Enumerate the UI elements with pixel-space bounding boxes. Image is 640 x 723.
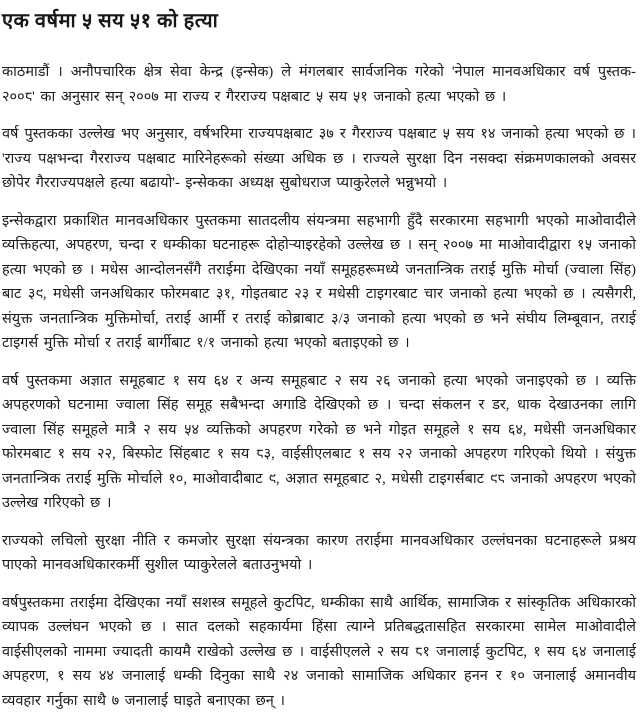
article-paragraph: वर्ष पुस्तकका उल्लेख भए अनुसार, वर्षभरिमा राज्यपक्षबाट ३७ र गैरराज्य पक्षबाट ५ सय १४ जनाको हत्या भएको छ । 'राज्य पक्षभन्दा गैरराज्य पक्षबाट मारिनेहरूको संख्या अधिक छ । राज्यले सुरक्षा दिन नसक्दा संक्रमणकालको अवसर छोपेर गैरराज्यपक्षले हत्या बढायो'- इन्सेकका अध्यक्ष सुबोधराज प्याकुरेलले भन्नुभयो ।: [2, 126, 636, 191]
article-paragraph: राज्यको लचिलो सुरक्षा नीति र कमजोर सुरक्षा संयन्त्रका कारण तराईमा मानवअधिकार उल्लंघनका घटनाहरूले प्रश्रय पाएको मानवअधिकारकर्मी सुशील प्याकुरेलले बताउनुभयो ।: [2, 532, 636, 573]
article-paragraph: वर्ष पुस्तकमा अज्ञात समूहबाट १ सय ६४ र अन्य समूहबाट २ सय २६ जनाको हत्या भएको जनाइएको छ । व्यक्ति अपहरणको घटनामा ज्वाला सिंह समूह सबैभन्दा अगाडि देखिएको छ । चन्दा संकलन र डर, धाक देखाउनका लागि ज्वाला सिंह समूहले मात्रै २ सय ५४ व्यक्तिको अपहरण गरेको छ भने गोइत समूहले १ सय ६४, मधेसी जनअधिकार फोरमबाट १ सय २२, बिस्फोट सिंहबाट १ सय ८३, वाईसीएलबाट १ सय २२ जनाको अपहरण गरिएको थियो । संयुक्त जनतान्त्रिक तराई मुक्ति मोर्चाले १०, माओवादीबाट ९, अज्ञात समूहबाट २, मधेसी टाइगर्सबाट ९८ जनाको अपहरण भएको उल्लेख गरिएको छ ।: [2, 372, 636, 511]
article-paragraph-dateline: काठमाडौं । अनौपचारिक क्षेत्र सेवा केन्द्र (इन्सेक) ले मंगलबार सार्वजनिक गरेको 'नेपाल मानवअधिकार वर्ष पुस्तक- २००८' का अनुसार सन् २००७ मा राज्य र गैरराज्य पक्षबाट ५ सय ५१ जनाको हत्या भएको छ ।: [2, 64, 636, 105]
article-paragraph: इन्सेकद्वारा प्रकाशित मानवअधिकार पुस्तकमा सातदलीय संयन्त्रमा सहभागी हुँदै सरकारमा सहभागी भएको माओवादीले व्यक्तिहत्या, अपहरण, चन्दा र धम्कीका घटनाहरू दोहोर्‍याइरहेको उल्लेख छ । सन् २००७ मा माओवादीद्वारा १५ जनाको हत्या भएको छ । मधेस आन्दोलनसँगै तराईमा देखिएका नयाँ समूहहरूमध्ये जनतान्त्रिक तराई मुक्ति मोर्चा (ज्वाला सिंह) बाट ३९, मधेसी जनअधिकार फोरमबाट ३१, गोइतबाट २३ र मधेसी टाइगरबाट चार जनाको हत्या भएको छ । त्यसैगरी, संयुक्त जनतान्त्रिक मुक्तिमोर्चा, तराई आर्मी र तराई कोब्राबाट ३/३ जनाको हत्या भएको छ भने संघीय लिम्बूवान, तराई टाइगर्स मुक्ति मोर्चा र तराई बार्गीबाट १/१ जनाको हत्या भएको बताइएको छ ।: [2, 212, 636, 351]
article-body: [2, 60, 636, 713]
article-title: एक वर्षमा ५ सय ५१ को हत्या: [2, 10, 219, 32]
article-paragraph: वर्षपुस्तकमा तराईमा देखिएका नयाँ सशस्त्र समूहले कुटपिट, धम्कीका साथै आर्थिक, सामाजिक र सांस्कृतिक अधिकारको व्यापक उल्लंघन भएको छ । सात दलको सहकार्यमा हिंसा त्याग्ने प्रतिबद्धतासहित सरकारमा सामेल माओवादीले वाईसीएलको नाममा ज्यादती कायमै राखेको उल्लेख छ । वाईसीएलले २ सय ८१ जनालाई कुटपिट, १ सय ६४ जनालाई अपहरण, १ सय ४४ जनालाई धम्की दिनुका साथै २४ जनाको सामाजिक अधिकार हनन र १० जनालाई अमानवीय व्यवहार गर्नुका साथै ७ जनालाई घाइते बनाएका छन् ।: [2, 594, 636, 709]
